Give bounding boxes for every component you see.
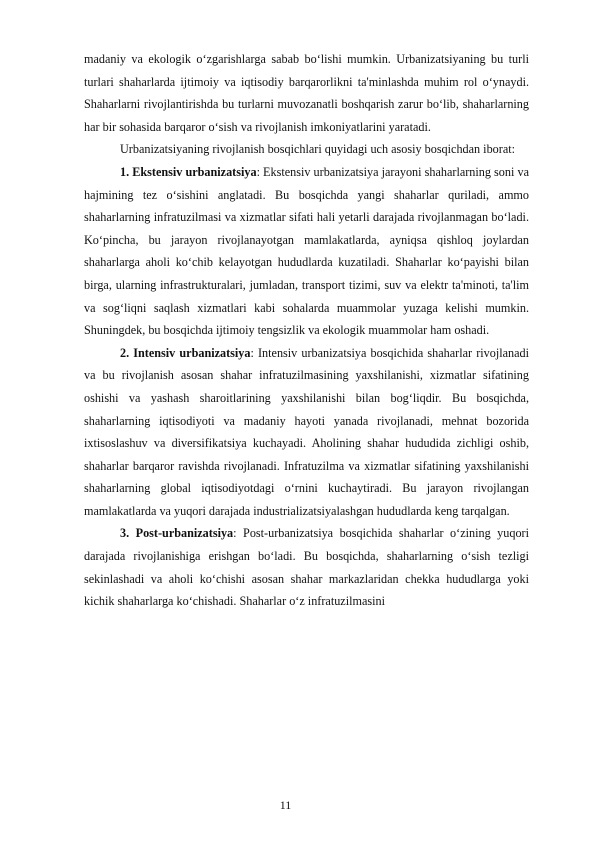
document-body <box>84 48 529 613</box>
heading-post-urbanization: 3. Post-urbanizatsiya <box>120 526 234 541</box>
paragraph-post-urbanization <box>84 522 529 612</box>
heading-extensive-urbanization: 1. Ekstensiv urbanizatsiya <box>120 164 257 179</box>
paragraph-intensive-urbanization <box>84 342 529 523</box>
page-number: 11 <box>279 798 292 812</box>
paragraph-extensive-urbanization <box>84 161 529 342</box>
text-post-urbanization: : Post-urbanizatsiya bosqichida shaharlar o‘zining yuqori darajada rivojlanishiga erishgan bo‘ladi. Bu bosqichda, shaharlarning o‘sish tezligi sekinlashadi va aholi ko‘chishi asosan shahar markazlaridan chekka hududlarga yoki kichik shaharlarga ko‘chishadi. Shaharlar o‘z infratuzilmasini <box>84 526 529 609</box>
paragraph-stages-intro: Urbanizatsiyaning rivojlanish bosqichlari quyidagi uch asosiy bosqichdan iborat: <box>120 142 515 157</box>
text-extensive-urbanization: : Ekstensiv urbanizatsiya jarayoni shaharlarning soni va hajmining tez o‘sishini anglatadi. Bu bosqichda yangi shaharlar quriladi, ammo shaharlarning infratuzilmasi va xizmatlar sifati hali yetarli darajada rivojlanmagan bo‘ladi. Ko‘pincha, bu jarayon rivojlanayotgan mamlakatlarda, ayniqsa qishloq joylardan shaharlarga aholi ko‘chib kelayotgan hududlarda kuzatiladi. Shaharlar ko‘payishi bilan birga, ularning infrastrukturalari, jumladan, transport tizimi, suv va elektr ta'minoti, ta'lim va sog‘liqni saqlash xizmatlari kabi sohalarda muammolar yuzaga kelishi mumkin. Shuningdek, bu bosqichda ijtimoiy tengsizlik va ekologik muammolar ham oshadi. <box>84 164 529 338</box>
paragraph-intro-continuation: madaniy va ekologik o‘zgarishlarga sabab bo‘lishi mumkin. Urbanizatsiyaning bu turli turlari shaharlarda ijtimoiy va iqtisodiy barqarorlikni ta'minlashda muhim rol o‘ynaydi. Shaharlarni rivojlantirishda bu turlarni muvozanatli boshqarish zarur bo‘lib, shaharlarning har bir sohasida barqaror o‘sish va rivojlanish imkoniyatlarini yaratadi. <box>84 52 529 134</box>
text-intensive-urbanization: : Intensiv urbanizatsiya bosqichida shaharlar rivojlanadi va bu rivojlanish asosan shahar infratuzilmasining yaxshilanishi, xizmatlar sifatining oshishi va yashash sharoitlarining yaxshilanishi bilan bog‘liqdir. Bu bosqichda, shaharlarning iqtisodiyoti va madaniy hayoti yanada rivojlanadi, mehnat bozorida ixtisoslashuv va diversifikatsiya kuchayadi. Aholining shahar hududida zichligi oshib, shaharlar barqaror ravishda rivojlanadi. Infratuzilma va xizmatlar sifatining yaxshilanishi shaharlarning global iqtisodiyotdagi o‘rnini kuchaytiradi. Bu jarayon rivojlangan mamlakatlarda va yuqori darajada industrializatsiyalashgan hududlarda keng tarqalgan. <box>84 345 529 518</box>
heading-intensive-urbanization: 2. Intensiv urbanizatsiya <box>120 345 251 360</box>
